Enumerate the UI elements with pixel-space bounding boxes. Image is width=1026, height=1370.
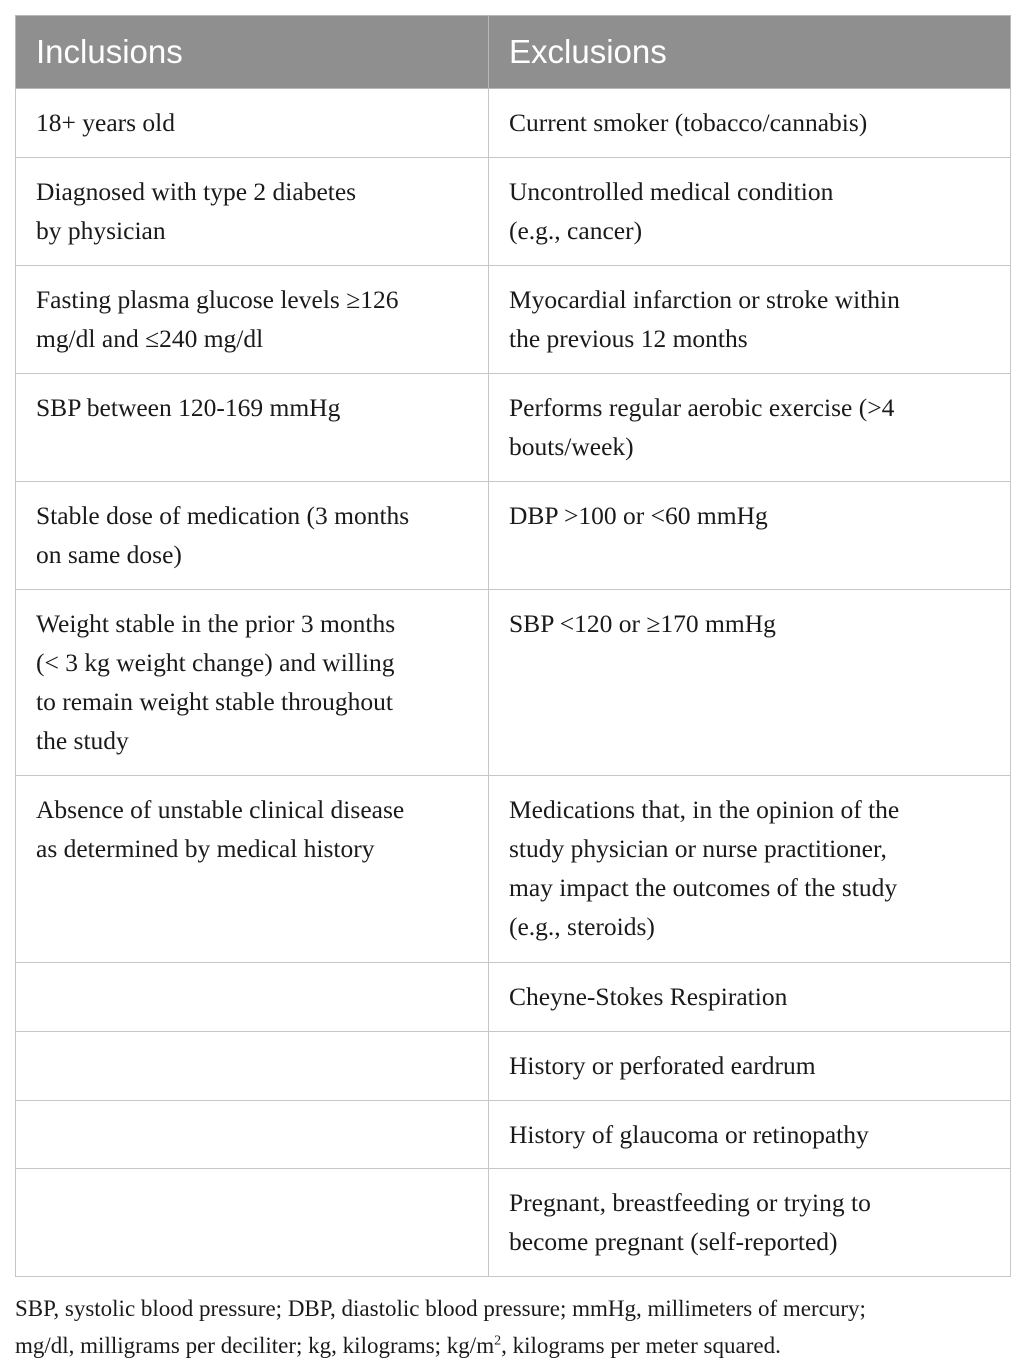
cell-text: History of glaucoma or retinopathy [509,1120,869,1149]
table-row [16,776,1011,963]
cell-text: Uncontrolled medical condition (e.g., cancer) [509,177,834,245]
cell-text: Stable dose of medication (3 months on same dose) [36,501,410,569]
table-row [16,963,1011,1032]
inclusion-cell [16,89,489,158]
cell-text: Cheyne-Stokes Respiration [509,982,788,1011]
inclusion-cell [16,158,489,266]
table-row [16,590,1011,776]
cell-text: DBP >100 or <60 mmHg [509,501,768,530]
table-row [16,158,1011,266]
table-row [16,1101,1011,1169]
inclusion-cell [16,266,489,374]
cell-text: Current smoker (tobacco/cannabis) [509,108,868,137]
exclusion-cell [489,158,1011,266]
exclusion-cell [489,776,1011,963]
table-footnote [15,1290,1015,1364]
inclusion-cell [16,482,489,590]
cell-text: Fasting plasma glucose levels ≥126 mg/dl and ≤240 mg/dl [36,285,399,353]
inclusion-cell [16,374,489,482]
cell-text: Absence of unstable clinical disease as determined by medical history [36,795,405,863]
table-row [16,89,1011,158]
header-inclusions: Inclusions [16,16,489,89]
cell-text: Medications that, in the opinion of the study physician or nurse practitioner, may impact the outcomes of the study (e.g., steroids) [509,795,900,941]
table-row [16,374,1011,482]
exclusion-cell [489,1101,1011,1169]
cell-text: Diagnosed with type 2 diabetes by physician [36,177,357,245]
table-row [16,266,1011,374]
inclusion-cell [16,776,489,963]
inclusion-exclusion-table [15,15,1011,1277]
table-row [16,1032,1011,1101]
table-header-row [16,16,1011,89]
exclusion-cell [489,482,1011,590]
cell-text: Pregnant, breastfeeding or trying to become pregnant (self-reported) [509,1188,871,1256]
cell-text: History or perforated eardrum [509,1051,816,1080]
exclusion-cell [489,963,1011,1032]
cell-text: SBP <120 or ≥170 mmHg [509,609,776,638]
exclusion-cell [489,1169,1011,1277]
exclusion-cell [489,266,1011,374]
inclusion-cell [16,1169,489,1277]
footnote-text: SBP, systolic blood pressure; DBP, diastolic blood pressure; mmHg, millimeters of mercury; mg/dl, milligrams per deciliter; kg, kilograms; kg/m [15,1296,866,1358]
cell-text: 18+ years old [36,108,176,137]
exclusion-cell [489,1032,1011,1101]
criteria-table-container [15,15,1010,1277]
cell-text: Myocardial infarction or stroke within the previous 12 months [509,285,900,353]
exclusion-cell [489,374,1011,482]
table-row [16,482,1011,590]
exclusion-cell [489,590,1011,776]
inclusion-cell [16,1032,489,1101]
cell-text: SBP between 120-169 mmHg [36,393,341,422]
inclusion-cell [16,590,489,776]
cell-text: Performs regular aerobic exercise (>4 bouts/week) [509,393,895,461]
cell-text: Weight stable in the prior 3 months (< 3 kg weight change) and willing to remain weight stable throughout the study [36,609,396,755]
header-exclusions: Exclusions [489,16,1011,89]
footnote-superscript: 2 [494,1333,502,1349]
table-row [16,1169,1011,1277]
exclusion-cell [489,89,1011,158]
footnote-text-end: , kilograms per meter squared. [501,1333,781,1358]
inclusion-cell [16,963,489,1032]
inclusion-cell [16,1101,489,1169]
